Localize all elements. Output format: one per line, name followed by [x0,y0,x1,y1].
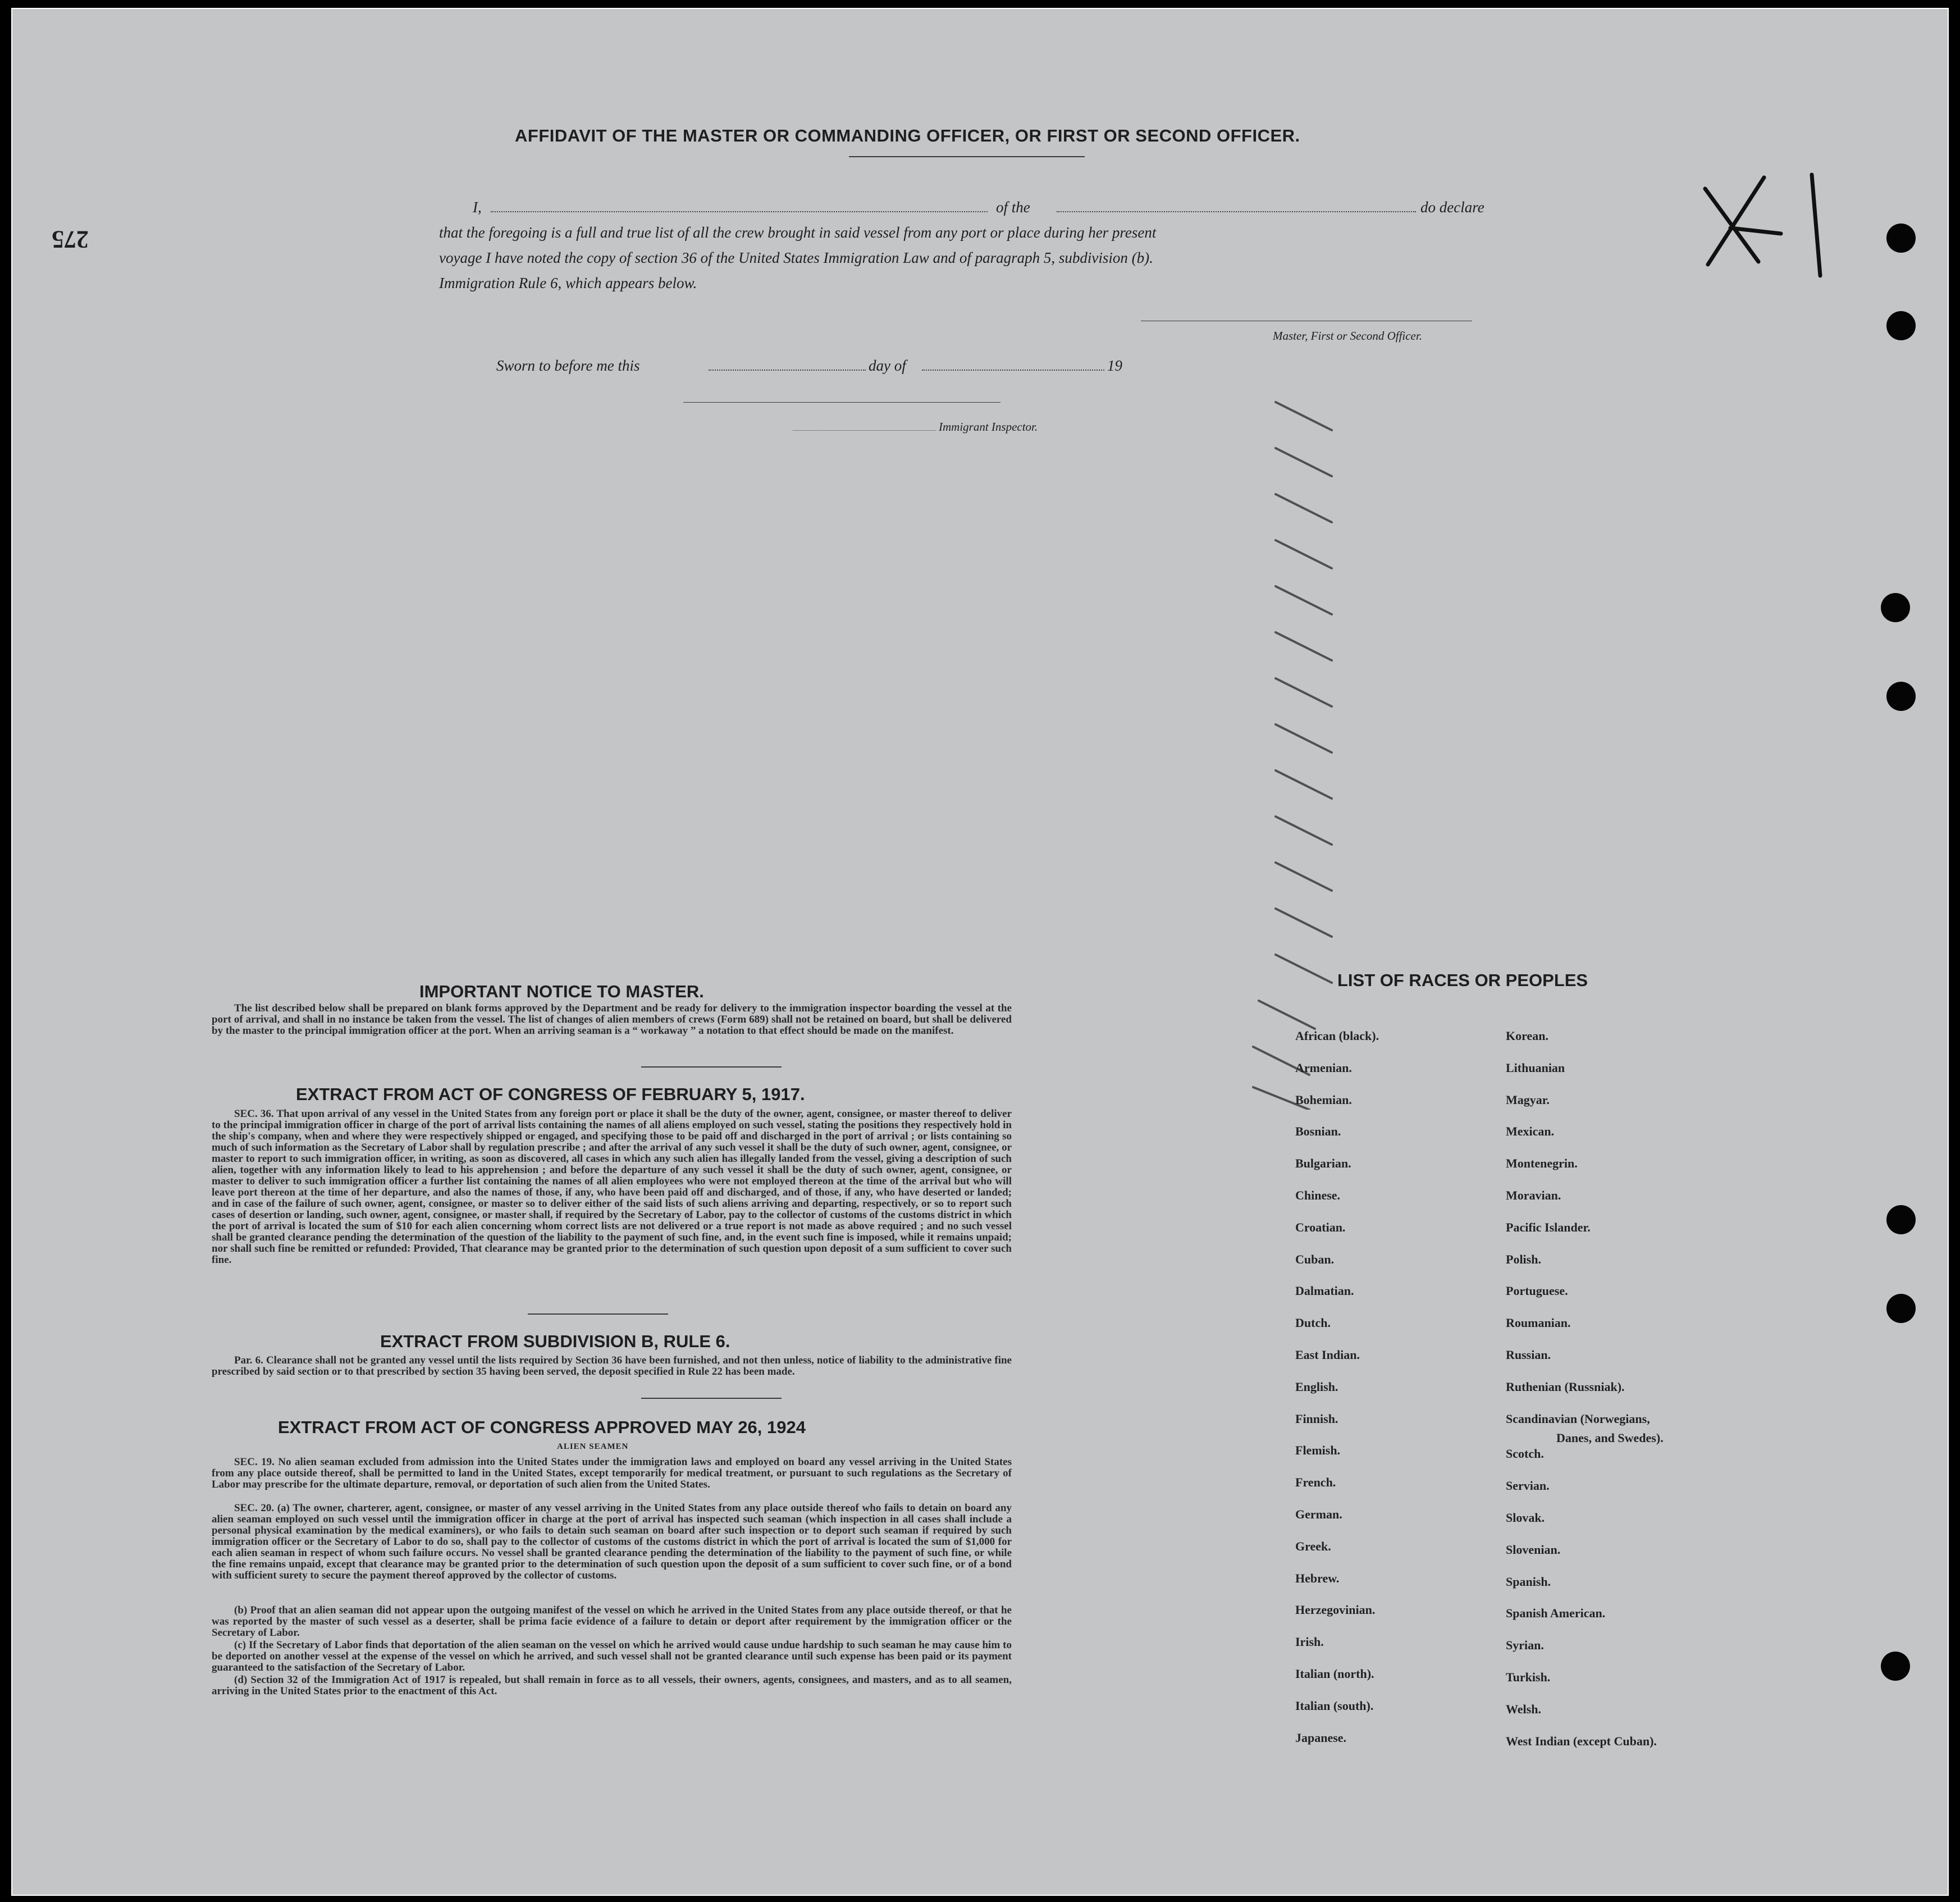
sec-20c: (c) If the Secretary of Labor finds that deportation of the alien seaman on the vessel on which he arrived would cause undue hardship to such seaman he may cause him to be deported on another vessel at the expense of the vessel on which he arrived, and such vessel shall not be granted clearance until such expense has been paid or its payment guaranteed to the satisfaction of the Secretary of Labor. [212,1639,1012,1673]
race-item: Hebrew. [1295,1571,1340,1585]
section-divider [641,1398,782,1399]
stamp-number: 275 [52,226,89,253]
extract-rule6-body: Par. 6. Clearance shall not be granted any vessel until the lists required by Section 36 have been furnished, and not then unless, notice of liability to the administrative fine prescribed by said section or to that prescribed by section 35 having been served, the deposit specified in Rule 22 has been made. [212,1354,1012,1378]
race-item: French. [1295,1475,1336,1489]
race-item: Korean. [1506,1029,1548,1043]
notice-body: The list described below shall be prepared on blank forms approved by the Department and be ready for delivery to the immigration inspector boarding the vessel at the port of arrival, and shall in no instance be taken from the vessel. The list of changes of alien members of crews (Form 689) shall not be retained on board, but shall be delivered by the master to the principal immigration officer at the port. When an arriving seaman is a “ workaway ” a notation to that effect should be made on the manifest. [212,1002,1012,1037]
race-item: Moravian. [1506,1188,1561,1202]
race-item-continuation: Danes, and Swedes). [1556,1431,1664,1445]
race-item: Slovak. [1506,1511,1545,1525]
race-item: Dalmatian. [1295,1284,1354,1298]
race-item: Lithuanian [1506,1061,1565,1075]
race-item: Cuban. [1295,1252,1335,1266]
race-item: Croatian. [1295,1220,1346,1234]
punch-hole [1886,1294,1916,1323]
race-item: Slovenian. [1506,1543,1561,1557]
race-item: Ruthenian (Russniak). [1506,1380,1625,1394]
sworn-day-of: day of [869,357,906,374]
section-divider [641,1066,782,1068]
race-item: Herzegovinian. [1295,1603,1376,1617]
inspector-signature-line [683,402,1000,403]
handwritten-mark [1697,166,1854,284]
race-item: German. [1295,1507,1342,1521]
race-item: Italian (south). [1295,1699,1374,1713]
race-item: African (black). [1295,1029,1379,1043]
race-item: Spanish. [1506,1575,1551,1589]
race-item: Bohemian. [1295,1093,1352,1107]
race-item: Finnish. [1295,1412,1338,1426]
race-item: Japanese. [1295,1731,1347,1745]
race-item: Servian. [1506,1479,1550,1493]
manifest-page [11,8,1949,1896]
signature-label: Master, First or Second Officer. [1273,329,1422,343]
title-underline [849,156,1085,157]
affidavit-title: AFFIDAVIT OF THE MASTER OR COMMANDING OFFICER, OR FIRST OR SECOND OFFICER. [515,126,1300,145]
section-divider [528,1313,668,1315]
inspector-label: Immigrant Inspector. [939,420,1038,434]
race-item: Greek. [1295,1539,1331,1553]
sworn-year: 19 [1107,357,1122,374]
race-item: Russian. [1506,1348,1551,1362]
race-item: Turkish. [1506,1670,1551,1684]
affidavit-of-the: of the [996,199,1030,216]
race-item: Spanish American. [1506,1606,1606,1620]
sworn-month-blank [922,370,1104,371]
race-item: English. [1295,1380,1338,1394]
race-item: Mexican. [1506,1124,1555,1138]
race-item: Polish. [1506,1252,1541,1266]
punch-hole [1886,311,1916,340]
inspector-dotted-line [793,430,936,431]
race-item: West Indian (except Cuban). [1506,1734,1657,1748]
affidavit-declare: do declare [1420,199,1484,216]
race-item: East Indian. [1295,1348,1360,1362]
extract-1917-body: SEC. 36. That upon arrival of any vessel in the United States from any foreign port or place it shall be the duty of the owner, agent, consignee, or master thereof to deliver to the principal immigration officer in charge of the port of arrival lists containing the names of all aliens employed on such vessel, stating the positions they respectively hold in the ship's company, when and where they were respectively shipped or engaged, and specifying those to be paid off and discharged in the port of arrival ; or lists containing so much of such information as the Secretary of Labor shall by regulation prescribe ; and after the arrival of any such vessel it shall be the duty of such owner, agent, consignee, or master to report to such immigration officer, in writing, as soon as discovered, all cases in which any such alien has illegally landed from the vessel, giving a description of such alien, together with any information likely to lead to his apprehension ; and before the departure of any such vessel it shall be the duty of such owner, agent, consignee, or master to deliver to such immigration officer a further list containing the names of all alien employees who were not employed thereon at the time of the arrival but who will leave port thereon at the time of her departure, and also the names of those, if any, who have been paid off and discharged, and of those, if any, who have deserted or landed; and in case of the failure of such owner, agent, consignee, or master so to deliver either of the said lists of such aliens arriving and departing, respectively, or so to report such cases of desertion or landing, such owner, agent, consignee, or master shall, if required by the Secretary of Labor, pay to the collector of customs of the customs district in which the port of arrival is located the sum of $10 for each alien concerning whom correct lists are not delivered or a true report is not made as above required ; and no such vessel shall be granted clearance pending the determination of the question of the liability to the payment of such fine, and, in the event such fine is imposed, while it remains unpaid; nor shall such fine be remitted or refunded: Provided, That clearance may be granted prior to the determination of such question upon deposit of a sum sufficient to cover such fine. [212,1108,1012,1266]
sec-20b: (b) Proof that an alien seaman did not appear upon the outgoing manifest of the vessel on which he arrived in the United States from any place outside thereof, or that he was reported by the master of such vessel as a deserter, shall be prima facie evidence of a failure to detain or deport after requirement by the immigration officer or the Secretary of Labor. [212,1604,1012,1639]
race-item: Scandinavian (Norwegians, [1506,1412,1650,1426]
vessel-blank [1057,211,1416,212]
affidavit-i: I, [473,199,482,216]
name-blank [491,211,988,212]
race-item: Pacific Islander. [1506,1220,1591,1234]
race-item: Armenian. [1295,1061,1352,1075]
sworn-day-blank [709,370,866,371]
sec-19: SEC. 19. No alien seaman excluded from admission into the United States under the immigration laws and employed on board any vessel arriving in the United States from any place outside thereof, shall be permitted to land in the United States, except temporarily for medical treatment, or pursuant to such regulations as the Secretary of Labor may prescribe for the ultimate departure, removal, or deportation of such alien from the United States. [212,1456,1012,1490]
extract-1924-title: EXTRACT FROM ACT OF CONGRESS APPROVED MAY 26, 1924 [278,1417,806,1437]
notice-title: IMPORTANT NOTICE TO MASTER. [419,982,704,1001]
sworn-prefix: Sworn to before me this [496,357,640,374]
punch-hole [1886,1205,1916,1234]
race-item: Bosnian. [1295,1124,1341,1138]
affidavit-line-4: Immigration Rule 6, which appears below. [439,275,697,291]
race-item: Welsh. [1506,1702,1541,1716]
sec-20a: SEC. 20. (a) The owner, charterer, agent, consignee, or master of any vessel arriving in the United States from any place outside thereof who fails to detain on board any alien seaman employed on such vessel until the immigration officer in charge at the port of arrival has inspected such seaman (which inspection in all cases shall include a personal physical examination by the medical examiners), or who fails to detain such seaman on board after such inspection or to deport such seaman if required by such immigration officer or the Secretary of Labor to do so, shall pay to the collector of customs of the customs district in which the port of arrival is located the sum of $1,000 for each alien seaman in respect of whom such failure occurs. No vessel shall be granted clearance pending the determination of the liability to the payment of such fine, or while the fine remains unpaid, except that clearance may be granted prior to the determination of such question upon the deposit of a sum sufficient to cover such fine, or of a bond with sufficient surety to secure the payment thereof approved by the collector of customs. [212,1502,1012,1581]
race-item: Montenegrin. [1506,1156,1578,1170]
sec-20d: (d) Section 32 of the Immigration Act of 1917 is repealed, but shall remain in force as to all vessels, their owners, agents, consignees, and masters, and as to all seamen, arriving in the United States prior to the enactment of this Act. [212,1674,1012,1697]
race-item: Irish. [1295,1635,1324,1649]
race-item: Flemish. [1295,1443,1341,1457]
tick-marks [1248,396,1394,1110]
race-item: Italian (north). [1295,1667,1374,1681]
race-item: Portuguese. [1506,1284,1568,1298]
punch-hole [1886,682,1916,711]
race-item: Scotch. [1506,1447,1544,1461]
affidavit-line-2: that the foregoing is a full and true list of all the crew brought in said vessel from any port or place during her present [439,224,1157,241]
punch-hole [1886,224,1916,253]
race-item: Magyar. [1506,1093,1550,1107]
extract-1917-title: EXTRACT FROM ACT OF CONGRESS OF FEBRUARY 5, 1917. [296,1084,805,1104]
race-item: Syrian. [1506,1638,1544,1652]
affidavit-line-3: voyage I have noted the copy of section 36 of the United States Immigration Law and of paragraph 5, subdivision (b). [439,249,1153,266]
extract-1924-subtitle: ALIEN SEAMEN [557,1442,629,1451]
punch-hole [1881,593,1910,622]
race-item: Bulgarian. [1295,1156,1351,1170]
race-item: Dutch. [1295,1316,1331,1330]
race-item: Roumanian. [1506,1316,1571,1330]
extract-rule6-title: EXTRACT FROM SUBDIVISION B, RULE 6. [380,1331,730,1351]
punch-hole [1881,1652,1910,1681]
races-title: LIST OF RACES OR PEOPLES [1337,970,1588,990]
race-item: Chinese. [1295,1188,1341,1202]
